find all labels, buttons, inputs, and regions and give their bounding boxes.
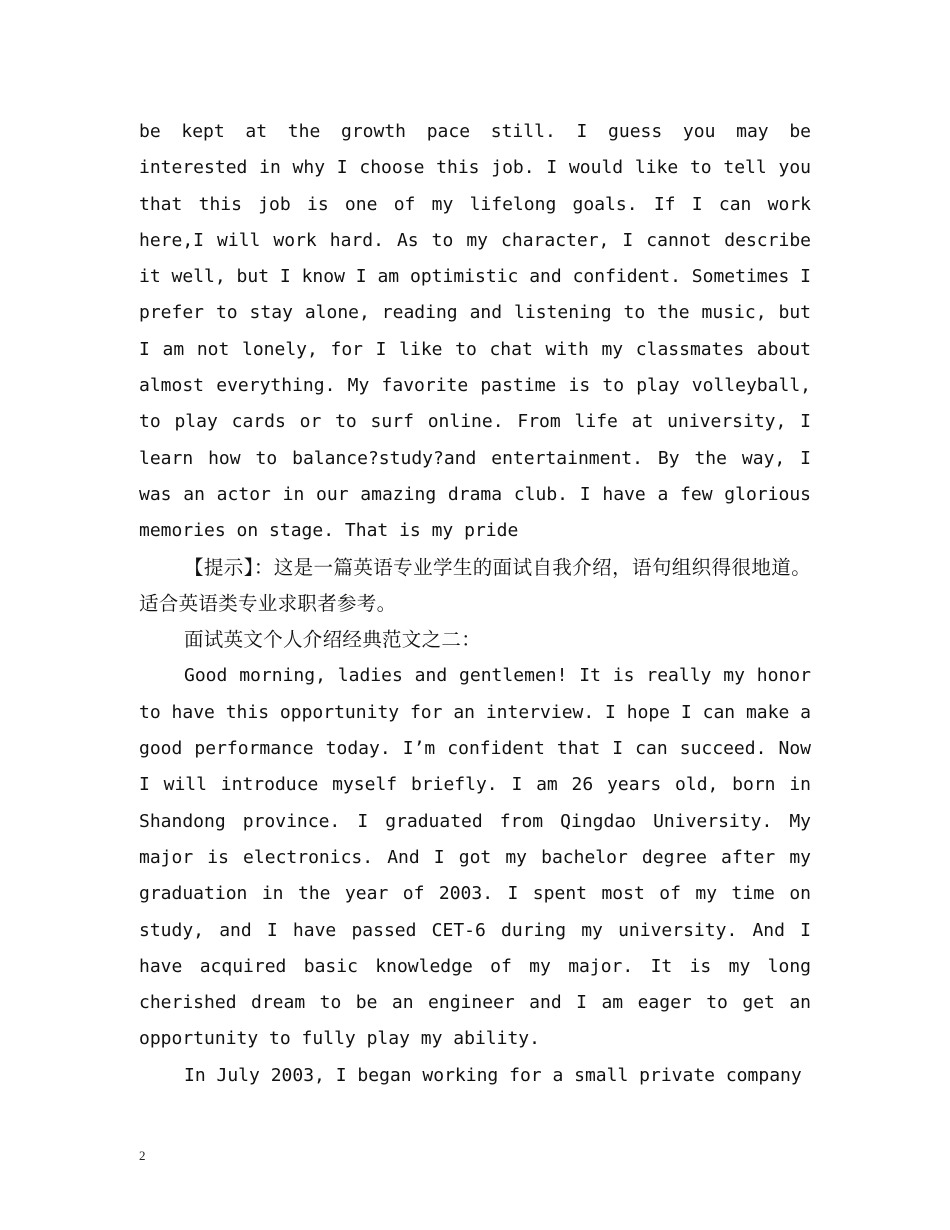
page-body xyxy=(139,114,811,1094)
paragraph-sample-two: Good morning, ladies and gentlemen! It is really my honor to have this opportunity for an interview. I hope I can make a good performance today. I’m confident that I can succeed. Now I will introduce myself briefly. I am 26 years old, born in Shandong province. I graduated from Qingdao University. My major is electronics. And I got my bachelor degree after my graduation in the year of 2003. I spent most of my time on study, and I have passed CET-6 during my university. And I have acquired basic knowledge of my major. It is my long cherished dream to be an engineer and I am eager to get an opportunity to fully play my ability. xyxy=(139,665,811,1050)
section-heading: 面试英文个人介绍经典范文之二： xyxy=(184,628,482,652)
paragraph-work-history: In July 2003, I began working for a small private company xyxy=(184,1064,802,1086)
paragraph-continued: be kept at the growth pace still. I guess you may be interested in why I choose this job. I would like to tell you that this job is one of my lifelong goals. If I can work here,I will work hard. As to my character, I cannot describe it well, but I know I am optimistic and confident. Sometimes I prefer to stay alone, reading and listening to the music, but I am not lonely, for I like to chat with my classmates about almost everything. My favorite pastime is to play volleyball, to play cards or to surf online. From life at university, I learn how to balance?study?and entertainment. By the way, I was an actor in our amazing drama club. I have a few glorious memories on stage. That is my pride xyxy=(139,121,811,542)
page-number: 2 xyxy=(139,1148,146,1163)
paragraph-tip: 【提示】：这是一篇英语专业学生的面试自我介绍，语句组织得很地道。适合英语类专业求职者参考。 xyxy=(139,555,811,615)
